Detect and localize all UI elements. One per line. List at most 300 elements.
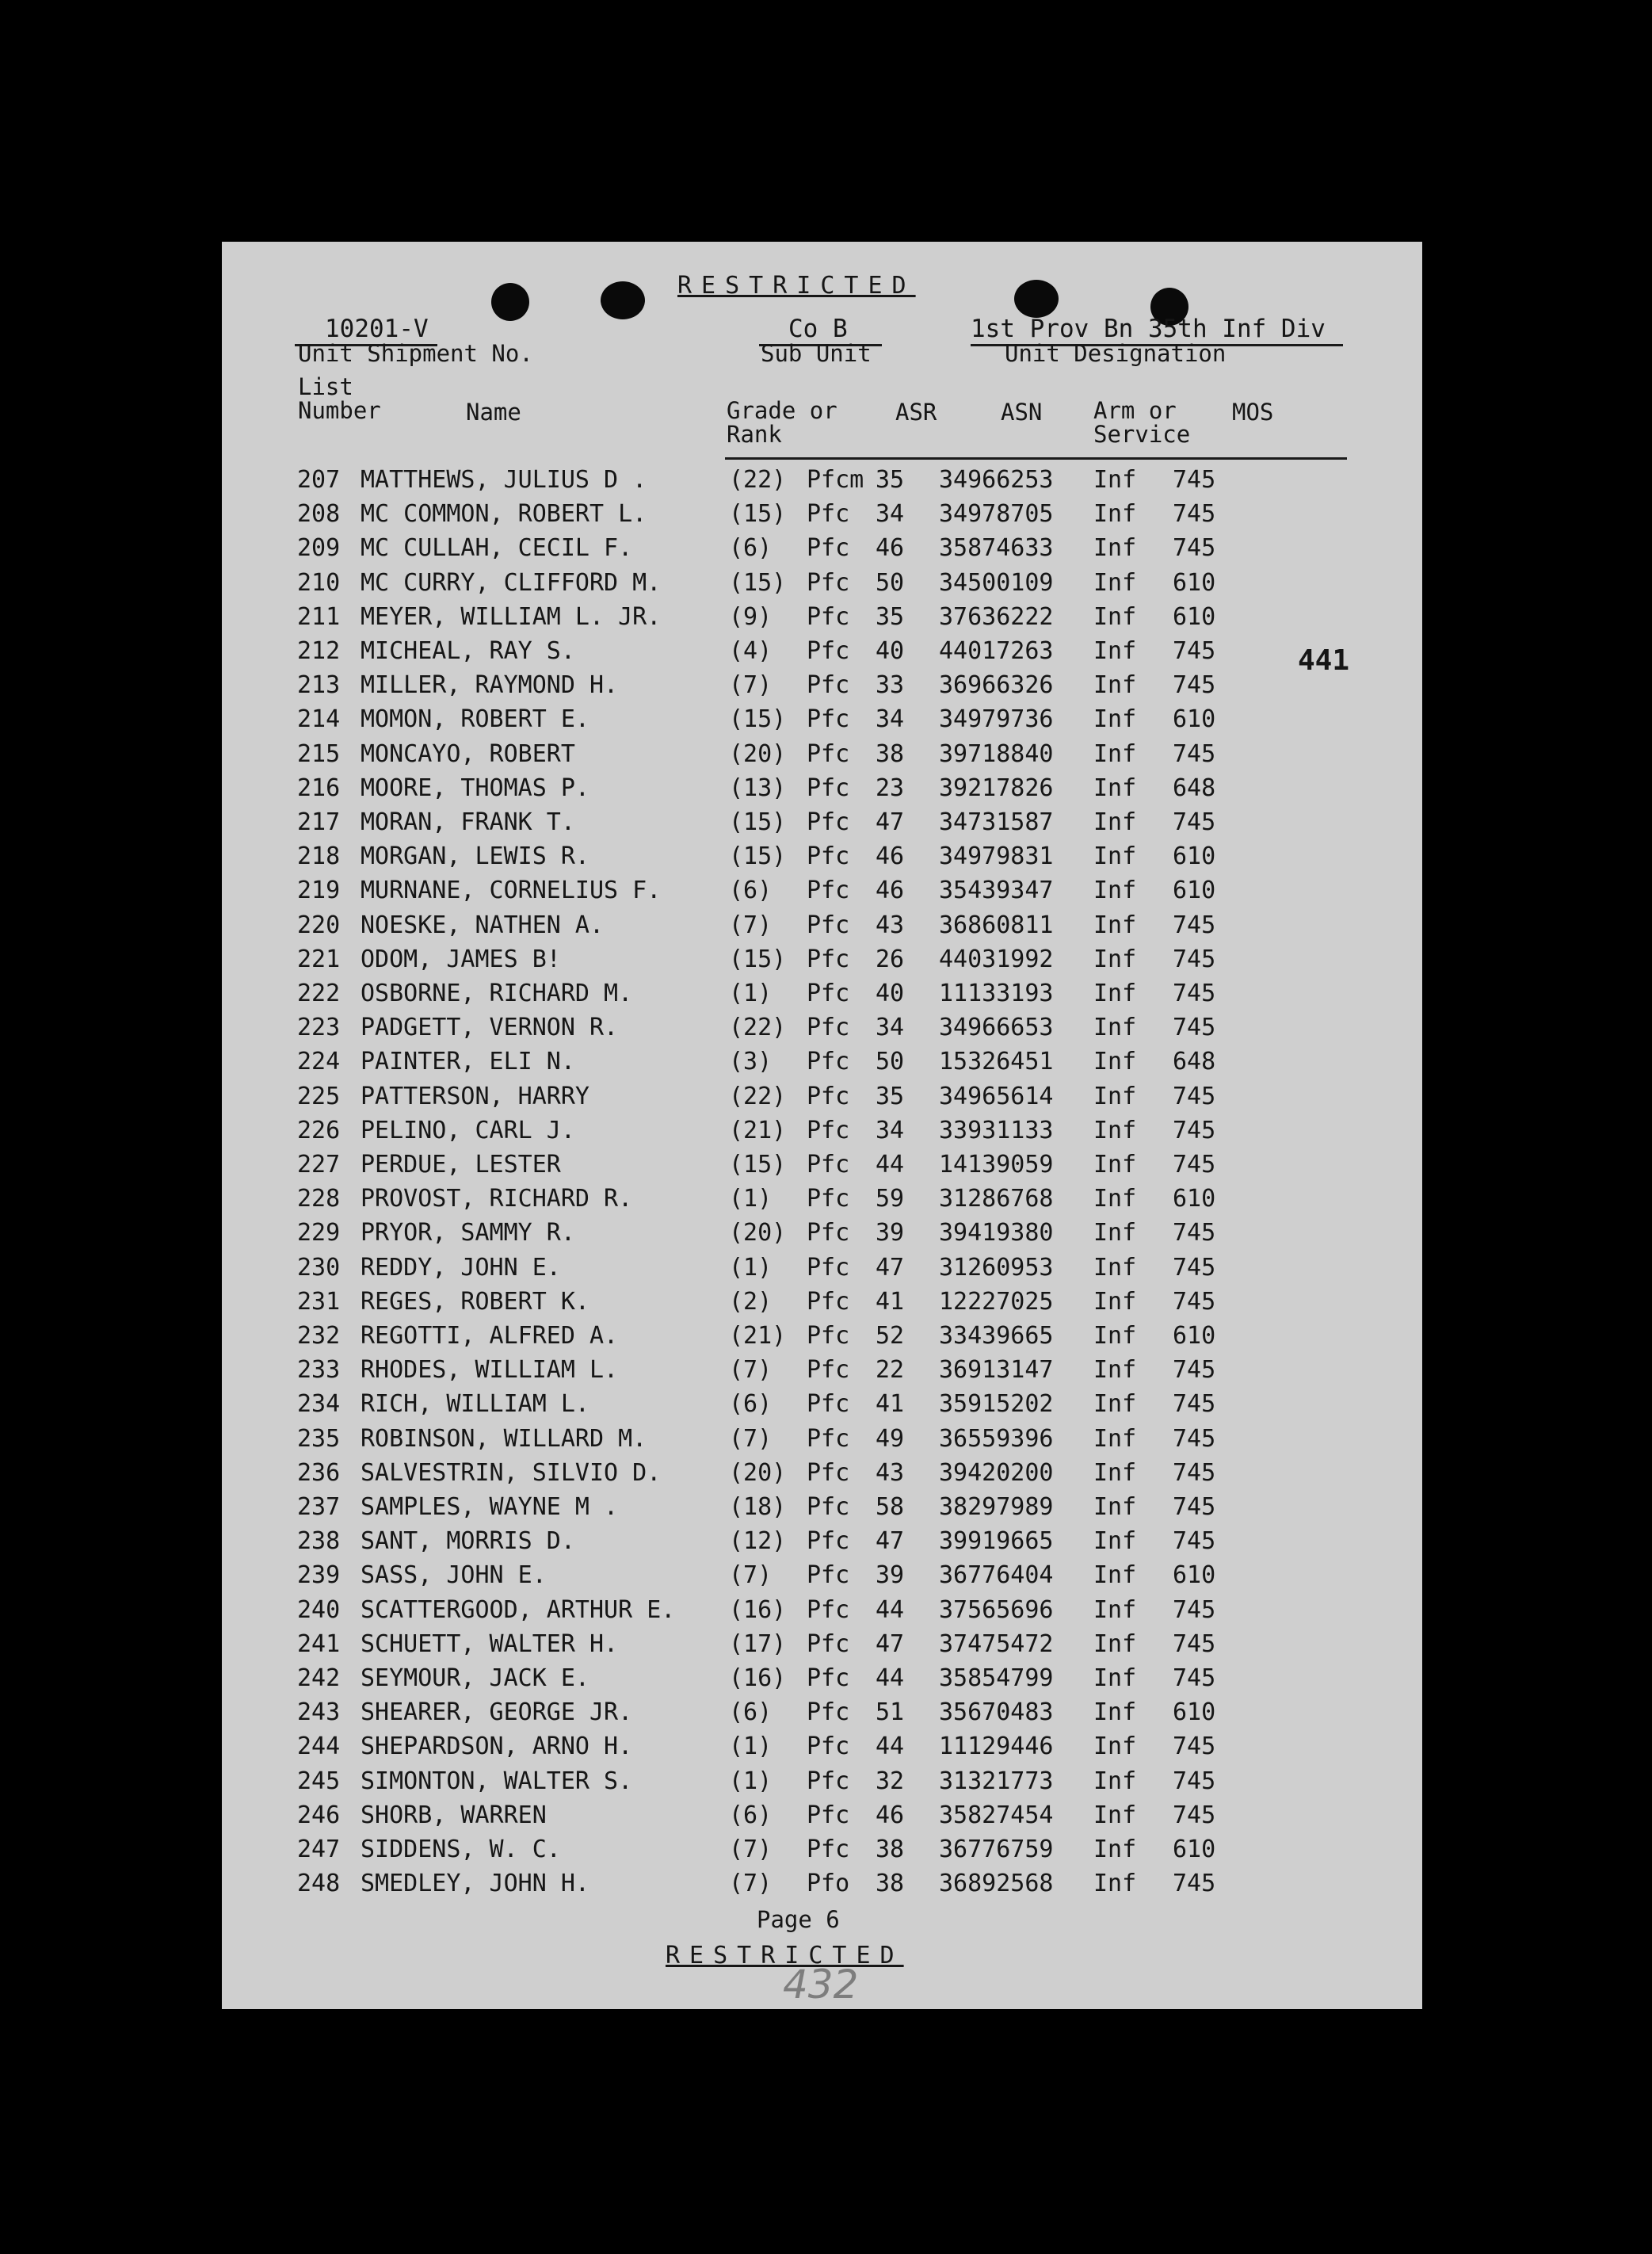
cell-name: SHEARER, GEORGE JR. bbox=[361, 1698, 633, 1727]
cell-grade: (20) bbox=[729, 739, 787, 768]
cell-mos: 610 bbox=[1173, 1698, 1216, 1727]
cell-arm-service: Inf bbox=[1093, 1698, 1137, 1727]
cell-rank: Pfcm bbox=[807, 466, 864, 494]
cell-arm-service: Inf bbox=[1093, 1595, 1137, 1624]
cell-arm-service: Inf bbox=[1093, 1048, 1137, 1076]
table-row bbox=[222, 1182, 1422, 1216]
cell-asr: 50 bbox=[876, 568, 905, 597]
cell-asr: 35 bbox=[876, 1082, 905, 1110]
cell-mos: 745 bbox=[1173, 1116, 1216, 1144]
cell-mos: 745 bbox=[1173, 1664, 1216, 1692]
cell-asn: 34500109 bbox=[939, 568, 1054, 597]
cell-rank: Pfc bbox=[807, 1836, 850, 1863]
cell-asn: 34979831 bbox=[939, 842, 1054, 871]
cell-grade: (15) bbox=[729, 568, 787, 597]
cell-rank: Pfc bbox=[807, 1493, 850, 1521]
cell-mos: 745 bbox=[1173, 466, 1216, 494]
cell-grade: (6) bbox=[729, 1698, 773, 1727]
cell-list-number: 223 bbox=[297, 1014, 341, 1042]
cell-asr: 40 bbox=[876, 637, 905, 665]
cell-asr: 49 bbox=[876, 1424, 905, 1453]
cell-asn: 34965614 bbox=[939, 1082, 1054, 1110]
cell-mos: 610 bbox=[1173, 1322, 1216, 1350]
cell-grade: (22) bbox=[729, 1014, 787, 1042]
pencil-page-number: 432 bbox=[783, 1962, 859, 2008]
cell-list-number: 246 bbox=[297, 1801, 341, 1829]
table-row bbox=[222, 1833, 1422, 1866]
cell-asr: 35 bbox=[876, 466, 905, 494]
cell-asr: 32 bbox=[876, 1767, 905, 1795]
cell-arm-service: Inf bbox=[1093, 1185, 1137, 1213]
cell-asr: 44 bbox=[876, 1733, 905, 1761]
cell-asn: 35915202 bbox=[939, 1390, 1054, 1419]
cell-mos: 745 bbox=[1173, 1870, 1216, 1898]
cell-rank: Pfc bbox=[807, 739, 850, 768]
table-row bbox=[222, 1388, 1422, 1421]
cell-asr: 34 bbox=[876, 1116, 905, 1144]
cell-asr: 46 bbox=[876, 534, 905, 563]
cell-grade: (7) bbox=[729, 1870, 773, 1898]
table-row bbox=[222, 1491, 1422, 1524]
cell-arm-service: Inf bbox=[1093, 1424, 1137, 1453]
cell-arm-service: Inf bbox=[1093, 1014, 1137, 1042]
table-row bbox=[222, 806, 1422, 839]
cell-list-number: 209 bbox=[297, 534, 341, 563]
cell-rank: Pfc bbox=[807, 705, 850, 734]
sub-unit: Co B bbox=[788, 315, 848, 343]
cell-mos: 745 bbox=[1173, 1493, 1216, 1521]
table-row bbox=[222, 738, 1422, 771]
cell-grade: (16) bbox=[729, 1664, 787, 1692]
cell-name: SAMPLES, WAYNE M . bbox=[361, 1493, 619, 1521]
cell-name: SCHUETT, WALTER H. bbox=[361, 1629, 619, 1658]
cell-asr: 44 bbox=[876, 1595, 905, 1624]
cell-mos: 745 bbox=[1173, 1424, 1216, 1453]
table-row bbox=[222, 635, 1422, 668]
column-header-arm: Arm or Service bbox=[1093, 397, 1191, 448]
cell-list-number: 213 bbox=[297, 671, 341, 700]
cell-mos: 745 bbox=[1173, 739, 1216, 768]
cell-list-number: 208 bbox=[297, 500, 341, 529]
cell-mos: 745 bbox=[1173, 1595, 1216, 1624]
cell-asn: 36776759 bbox=[939, 1836, 1054, 1863]
cell-asn: 39919665 bbox=[939, 1527, 1054, 1556]
cell-mos: 745 bbox=[1173, 1801, 1216, 1829]
cell-asr: 26 bbox=[876, 945, 905, 973]
cell-mos: 745 bbox=[1173, 911, 1216, 939]
cell-mos: 745 bbox=[1173, 1219, 1216, 1247]
cell-asn: 11133193 bbox=[939, 980, 1054, 1007]
cell-asn: 36559396 bbox=[939, 1424, 1054, 1453]
table-row bbox=[222, 1148, 1422, 1182]
cell-asn: 36966326 bbox=[939, 671, 1054, 700]
cell-arm-service: Inf bbox=[1093, 602, 1137, 631]
cell-rank: Pfc bbox=[807, 1698, 850, 1727]
cell-arm-service: Inf bbox=[1093, 1390, 1137, 1419]
table-row bbox=[222, 601, 1422, 634]
column-header-asn: ASN bbox=[1001, 399, 1043, 426]
cell-list-number: 228 bbox=[297, 1185, 341, 1213]
cell-arm-service: Inf bbox=[1093, 1287, 1137, 1316]
cell-grade: (7) bbox=[729, 911, 773, 939]
cell-asr: 46 bbox=[876, 1801, 905, 1829]
table-row bbox=[222, 1251, 1422, 1285]
cell-asr: 43 bbox=[876, 1458, 905, 1487]
table-row bbox=[222, 772, 1422, 805]
table-row bbox=[222, 1286, 1422, 1319]
cell-asr: 47 bbox=[876, 1527, 905, 1556]
cell-arm-service: Inf bbox=[1093, 1253, 1137, 1282]
cell-rank: Pfc bbox=[807, 842, 850, 871]
cell-rank: Pfc bbox=[807, 568, 850, 597]
cell-rank: Pfc bbox=[807, 1082, 850, 1110]
cell-asr: 47 bbox=[876, 808, 905, 836]
cell-arm-service: Inf bbox=[1093, 1870, 1137, 1898]
cell-rank: Pfc bbox=[807, 1561, 850, 1590]
table-row bbox=[222, 840, 1422, 873]
cell-rank: Pfc bbox=[807, 1664, 850, 1692]
cell-grade: (7) bbox=[729, 1561, 773, 1590]
column-header-mos: MOS bbox=[1232, 399, 1274, 426]
cell-list-number: 207 bbox=[297, 466, 341, 494]
cell-grade: (3) bbox=[729, 1048, 773, 1076]
cell-asn: 36913147 bbox=[939, 1356, 1054, 1385]
cell-asr: 44 bbox=[876, 1664, 905, 1692]
cell-name: SHORB, WARREN bbox=[361, 1801, 547, 1829]
cell-grade: (13) bbox=[729, 774, 787, 802]
cell-asr: 47 bbox=[876, 1629, 905, 1658]
cell-asr: 52 bbox=[876, 1322, 905, 1350]
cell-mos: 745 bbox=[1173, 671, 1216, 700]
cell-rank: Pfc bbox=[807, 534, 850, 563]
table-row bbox=[222, 1217, 1422, 1250]
cell-mos: 745 bbox=[1173, 1458, 1216, 1487]
unit-designation-label: Unit Designation bbox=[1005, 340, 1227, 367]
cell-list-number: 231 bbox=[297, 1287, 341, 1316]
cell-mos: 745 bbox=[1173, 1014, 1216, 1042]
cell-arm-service: Inf bbox=[1093, 808, 1137, 836]
cell-list-number: 229 bbox=[297, 1219, 341, 1247]
cell-mos: 610 bbox=[1173, 568, 1216, 597]
table-row bbox=[222, 1799, 1422, 1832]
cell-rank: Pfc bbox=[807, 1116, 850, 1144]
cell-name: SIMONTON, WALTER S. bbox=[361, 1767, 633, 1795]
cell-name: OSBORNE, RICHARD M. bbox=[361, 980, 633, 1007]
cell-asr: 39 bbox=[876, 1219, 905, 1247]
cell-list-number: 217 bbox=[297, 808, 341, 836]
table-row bbox=[222, 1354, 1422, 1387]
cell-rank: Pfc bbox=[807, 1767, 850, 1795]
cell-name: SHEPARDSON, ARNO H. bbox=[361, 1733, 633, 1761]
roster-table bbox=[222, 242, 1422, 2009]
cell-rank: Pfc bbox=[807, 1253, 850, 1282]
cell-asr: 23 bbox=[876, 774, 905, 802]
table-row bbox=[222, 1080, 1422, 1114]
cell-asn: 44017263 bbox=[939, 637, 1054, 665]
cell-grade: (12) bbox=[729, 1527, 787, 1556]
table-row bbox=[222, 1114, 1422, 1148]
cell-rank: Pfc bbox=[807, 1219, 850, 1247]
cell-name: PELINO, CARL J. bbox=[361, 1116, 575, 1144]
cell-mos: 745 bbox=[1173, 808, 1216, 836]
cell-asn: 31260953 bbox=[939, 1253, 1054, 1282]
cell-mos: 745 bbox=[1173, 1356, 1216, 1385]
cell-grade: (17) bbox=[729, 1629, 787, 1658]
cell-name: MORGAN, LEWIS R. bbox=[361, 842, 589, 871]
cell-rank: Pfc bbox=[807, 877, 850, 905]
cell-list-number: 237 bbox=[297, 1493, 341, 1521]
table-row bbox=[222, 669, 1422, 702]
cell-grade: (15) bbox=[729, 945, 787, 973]
cell-grade: (15) bbox=[729, 705, 787, 734]
cell-asn: 11129446 bbox=[939, 1733, 1054, 1761]
cell-asr: 38 bbox=[876, 739, 905, 768]
cell-arm-service: Inf bbox=[1093, 568, 1137, 597]
cell-mos: 745 bbox=[1173, 945, 1216, 973]
cell-arm-service: Inf bbox=[1093, 980, 1137, 1007]
cell-asr: 33 bbox=[876, 671, 905, 700]
cell-asn: 34966653 bbox=[939, 1014, 1054, 1042]
cell-list-number: 215 bbox=[297, 739, 341, 768]
cell-name: MILLER, RAYMOND H. bbox=[361, 671, 619, 700]
cell-arm-service: Inf bbox=[1093, 637, 1137, 665]
cell-arm-service: Inf bbox=[1093, 1322, 1137, 1350]
cell-mos: 745 bbox=[1173, 500, 1216, 529]
cell-asr: 59 bbox=[876, 1185, 905, 1213]
cell-list-number: 235 bbox=[297, 1424, 341, 1453]
cell-asn: 35827454 bbox=[939, 1801, 1054, 1829]
cell-grade: (9) bbox=[729, 602, 773, 631]
cell-list-number: 214 bbox=[297, 705, 341, 734]
cell-name: PATTERSON, HARRY bbox=[361, 1082, 589, 1110]
cell-arm-service: Inf bbox=[1093, 1836, 1137, 1863]
shipment-number-label: Unit Shipment No. bbox=[298, 340, 533, 367]
cell-name: MICHEAL, RAY S. bbox=[361, 637, 575, 665]
table-row bbox=[222, 909, 1422, 942]
table-row bbox=[222, 1765, 1422, 1798]
cell-rank: Pfc bbox=[807, 980, 850, 1007]
cell-name: MC COMMON, ROBERT L. bbox=[361, 500, 647, 529]
cell-mos: 745 bbox=[1173, 1390, 1216, 1419]
stamp-number: 441 bbox=[1298, 644, 1350, 677]
cell-list-number: 230 bbox=[297, 1253, 341, 1282]
cell-list-number: 220 bbox=[297, 911, 341, 939]
table-row bbox=[222, 1559, 1422, 1592]
table-row bbox=[222, 498, 1422, 531]
cell-asn: 34731587 bbox=[939, 808, 1054, 836]
cell-rank: Pfc bbox=[807, 1048, 850, 1076]
cell-grade: (1) bbox=[729, 980, 773, 1007]
table-row bbox=[222, 532, 1422, 565]
cell-arm-service: Inf bbox=[1093, 1356, 1137, 1385]
cell-asn: 39420200 bbox=[939, 1458, 1054, 1487]
cell-name: SEYMOUR, JACK E. bbox=[361, 1664, 589, 1692]
cell-arm-service: Inf bbox=[1093, 671, 1137, 700]
cell-rank: Pfc bbox=[807, 671, 850, 700]
cell-rank: Pfc bbox=[807, 1287, 850, 1316]
cell-grade: (1) bbox=[729, 1767, 773, 1795]
cell-grade: (18) bbox=[729, 1493, 787, 1521]
cell-asn: 14139059 bbox=[939, 1151, 1054, 1179]
cell-arm-service: Inf bbox=[1093, 1629, 1137, 1658]
cell-asr: 34 bbox=[876, 500, 905, 529]
cell-asn: 35670483 bbox=[939, 1698, 1054, 1727]
cell-asn: 37475472 bbox=[939, 1629, 1054, 1658]
cell-rank: Pfo bbox=[807, 1870, 850, 1898]
cell-asr: 46 bbox=[876, 842, 905, 871]
cell-arm-service: Inf bbox=[1093, 877, 1137, 905]
cell-name: SMEDLEY, JOHN H. bbox=[361, 1870, 589, 1898]
table-row bbox=[222, 943, 1422, 976]
cell-name: RHODES, WILLIAM L. bbox=[361, 1356, 619, 1385]
cell-asr: 50 bbox=[876, 1048, 905, 1076]
cell-name: SALVESTRIN, SILVIO D. bbox=[361, 1458, 662, 1487]
cell-asn: 39419380 bbox=[939, 1219, 1054, 1247]
cell-asn: 38297989 bbox=[939, 1493, 1054, 1521]
cell-list-number: 245 bbox=[297, 1767, 341, 1795]
cell-asr: 41 bbox=[876, 1390, 905, 1419]
cell-asr: 58 bbox=[876, 1493, 905, 1521]
cell-grade: (15) bbox=[729, 500, 787, 529]
cell-asn: 34966253 bbox=[939, 466, 1054, 494]
table-row bbox=[222, 1662, 1422, 1695]
cell-asn: 34979736 bbox=[939, 705, 1054, 734]
cell-list-number: 238 bbox=[297, 1527, 341, 1556]
table-row bbox=[222, 977, 1422, 1010]
cell-name: ODOM, JAMES B! bbox=[361, 945, 561, 973]
shipment-number: 10201-V bbox=[325, 315, 429, 343]
cell-rank: Pfc bbox=[807, 1424, 850, 1453]
cell-name: SANT, MORRIS D. bbox=[361, 1527, 575, 1556]
cell-name: MOMON, ROBERT E. bbox=[361, 705, 589, 734]
cell-list-number: 212 bbox=[297, 637, 341, 665]
cell-list-number: 224 bbox=[297, 1048, 341, 1076]
cell-name: ROBINSON, WILLARD M. bbox=[361, 1424, 647, 1453]
cell-name: SIDDENS, W. C. bbox=[361, 1836, 561, 1863]
cell-list-number: 221 bbox=[297, 945, 341, 973]
cell-asn: 35854799 bbox=[939, 1664, 1054, 1692]
table-row bbox=[222, 1423, 1422, 1456]
cell-rank: Pfc bbox=[807, 945, 850, 973]
cell-grade: (1) bbox=[729, 1733, 773, 1761]
cell-asr: 44 bbox=[876, 1151, 905, 1179]
table-row bbox=[222, 1696, 1422, 1729]
cell-arm-service: Inf bbox=[1093, 842, 1137, 871]
cell-rank: Pfc bbox=[807, 911, 850, 939]
cell-list-number: 232 bbox=[297, 1322, 341, 1350]
table-row bbox=[222, 1628, 1422, 1661]
cell-list-number: 236 bbox=[297, 1458, 341, 1487]
cell-list-number: 239 bbox=[297, 1561, 341, 1590]
cell-rank: Pfc bbox=[807, 774, 850, 802]
cell-arm-service: Inf bbox=[1093, 1493, 1137, 1521]
cell-asr: 46 bbox=[876, 877, 905, 905]
cell-list-number: 244 bbox=[297, 1733, 341, 1761]
cell-rank: Pfc bbox=[807, 1322, 850, 1350]
cell-mos: 745 bbox=[1173, 980, 1216, 1007]
cell-grade: (7) bbox=[729, 1836, 773, 1863]
table-row bbox=[222, 1320, 1422, 1353]
cell-rank: Pfc bbox=[807, 500, 850, 529]
cell-list-number: 247 bbox=[297, 1836, 341, 1863]
cell-grade: (2) bbox=[729, 1287, 773, 1316]
cell-list-number: 211 bbox=[297, 602, 341, 631]
cell-mos: 745 bbox=[1173, 1287, 1216, 1316]
cell-asr: 40 bbox=[876, 980, 905, 1007]
cell-list-number: 243 bbox=[297, 1698, 341, 1727]
cell-list-number: 240 bbox=[297, 1595, 341, 1624]
table-row bbox=[222, 874, 1422, 907]
cell-mos: 745 bbox=[1173, 1253, 1216, 1282]
cell-grade: (20) bbox=[729, 1219, 787, 1247]
cell-name: REGES, ROBERT K. bbox=[361, 1287, 589, 1316]
cell-mos: 648 bbox=[1173, 774, 1216, 802]
cell-arm-service: Inf bbox=[1093, 1082, 1137, 1110]
cell-rank: Pfc bbox=[807, 1801, 850, 1829]
cell-rank: Pfc bbox=[807, 1390, 850, 1419]
cell-grade: (22) bbox=[729, 466, 787, 494]
cell-arm-service: Inf bbox=[1093, 1151, 1137, 1179]
cell-arm-service: Inf bbox=[1093, 1458, 1137, 1487]
cell-list-number: 219 bbox=[297, 877, 341, 905]
cell-mos: 610 bbox=[1173, 1185, 1216, 1213]
cell-grade: (1) bbox=[729, 1185, 773, 1213]
cell-grade: (6) bbox=[729, 1390, 773, 1419]
cell-grade: (4) bbox=[729, 637, 773, 665]
cell-rank: Pfc bbox=[807, 808, 850, 836]
cell-asn: 37565696 bbox=[939, 1595, 1054, 1624]
cell-asn: 36860811 bbox=[939, 911, 1054, 939]
cell-arm-service: Inf bbox=[1093, 911, 1137, 939]
cell-name: SASS, JOHN E. bbox=[361, 1561, 547, 1590]
cell-grade: (21) bbox=[729, 1116, 787, 1144]
cell-mos: 610 bbox=[1173, 705, 1216, 734]
cell-arm-service: Inf bbox=[1093, 774, 1137, 802]
sub-unit-label: Sub Unit bbox=[761, 340, 872, 367]
table-row bbox=[222, 1457, 1422, 1490]
cell-name: PRYOR, SAMMY R. bbox=[361, 1219, 575, 1247]
cell-list-number: 241 bbox=[297, 1629, 341, 1658]
cell-list-number: 226 bbox=[297, 1116, 341, 1144]
cell-rank: Pfc bbox=[807, 1356, 850, 1385]
cell-asn: 36776404 bbox=[939, 1561, 1054, 1590]
cell-name: MATTHEWS, JULIUS D . bbox=[361, 466, 647, 494]
cell-grade: (7) bbox=[729, 1356, 773, 1385]
cell-mos: 610 bbox=[1173, 1561, 1216, 1590]
cell-list-number: 216 bbox=[297, 774, 341, 802]
cell-name: PAINTER, ELI N. bbox=[361, 1048, 575, 1076]
cell-rank: Pfc bbox=[807, 637, 850, 665]
cell-mos: 745 bbox=[1173, 1629, 1216, 1658]
cell-list-number: 227 bbox=[297, 1151, 341, 1179]
cell-name: MURNANE, CORNELIUS F. bbox=[361, 877, 662, 905]
cell-asn: 35439347 bbox=[939, 877, 1054, 905]
cell-name: PROVOST, RICHARD R. bbox=[361, 1185, 633, 1213]
table-row bbox=[222, 1045, 1422, 1079]
cell-asn: 39217826 bbox=[939, 774, 1054, 802]
cell-list-number: 218 bbox=[297, 842, 341, 871]
table-row bbox=[222, 1525, 1422, 1558]
cell-asr: 34 bbox=[876, 705, 905, 734]
cell-mos: 745 bbox=[1173, 1767, 1216, 1795]
cell-arm-service: Inf bbox=[1093, 1527, 1137, 1556]
cell-mos: 610 bbox=[1173, 877, 1216, 905]
cell-grade: (6) bbox=[729, 1801, 773, 1829]
cell-asn: 35874633 bbox=[939, 534, 1054, 563]
cell-name: MC CURRY, CLIFFORD M. bbox=[361, 568, 662, 597]
cell-asr: 34 bbox=[876, 1014, 905, 1042]
cell-arm-service: Inf bbox=[1093, 1767, 1137, 1795]
